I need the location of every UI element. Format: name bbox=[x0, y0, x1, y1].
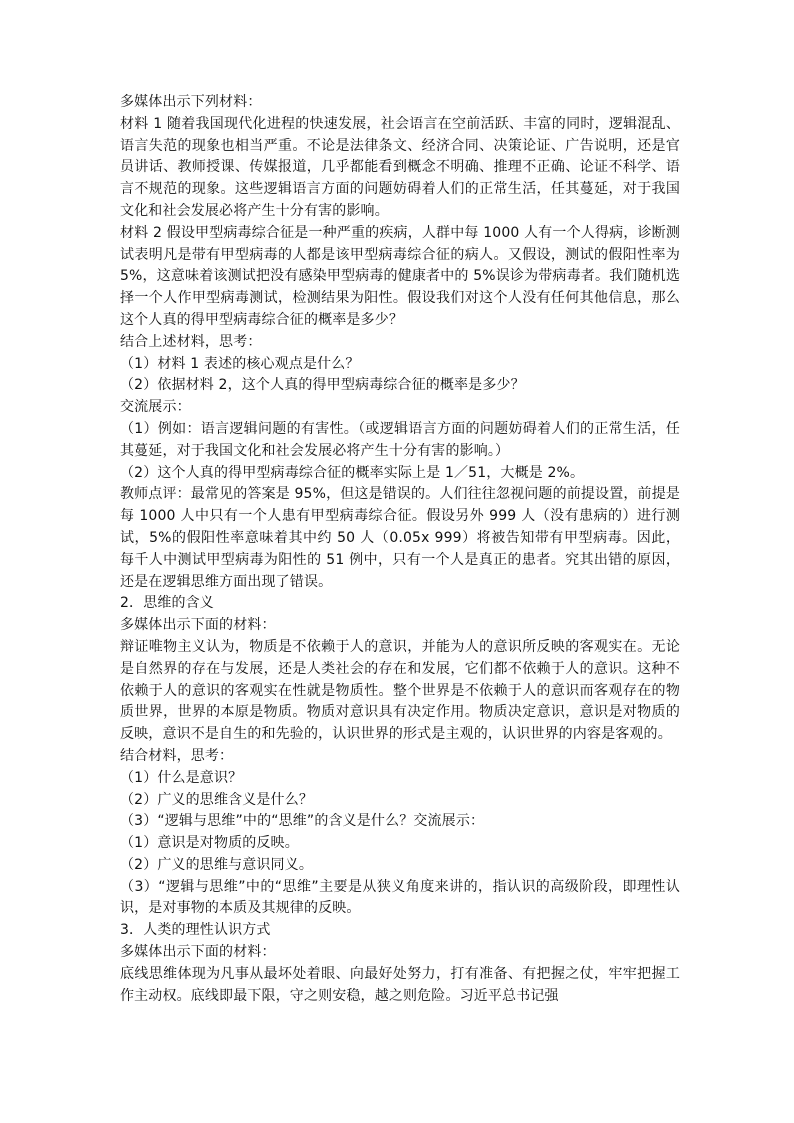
paragraph: （1）材料 1 表述的核心观点是什么？ bbox=[120, 355, 360, 372]
paragraph: 结合上述材料，思考： bbox=[120, 333, 262, 350]
document-body bbox=[120, 92, 680, 1007]
paragraph: 辩证唯物主义认为，物质是不依赖于人的意识，并能为人的意识所反映的客观实在。无论是自然界的存在与发展，还是人类社会的存在和发展，它们都不依赖于人的意识。这种不依赖于人的意识的客观实在性就是物质性。整个世界是不依赖于人的意识而客观存在的物质世界，世界的本原是物质。物质对意识具有决定作用。物质决定意识，意识是对物质的反映，意识不是自生的和先验的，认识世界的形式是主观的，认识世界的内容是客观的。 bbox=[120, 638, 680, 743]
paragraph: （2）这个人真的得甲型病毒综合征的概率实际上是 1／51，大概是 2%。 bbox=[120, 464, 585, 481]
paragraph: 教师点评：最常见的答案是 95%，但这是错误的。人们往往忽视问题的前提设置，前提是 每 1000 人中只有一个人患有甲型病毒综合征。假设另外 999 人（没有患病的）进行测试，5%的假阳性率意味着其中约 50 人（0.05x 999）将被告知带有甲型病毒。因此，每千人中测试甲型病毒为阳性的 51 例中，只有一个人是真正的患者。究其出错的原因，还是在逻辑思维方面出现了错误。 bbox=[120, 486, 680, 590]
paragraph: 多媒体出示下面的材料： bbox=[120, 944, 276, 961]
paragraph: 结合材料，思考： bbox=[120, 747, 234, 764]
paragraph: 材料 1 随着我国现代化进程的快速发展，社会语言在空前活跃、丰富的同时，逻辑混乱、语言失范的现象也相当严重。不论是法律条文、经济合同、决策论证、广告说明，还是官员讲话、教师授课、传媒报道，几乎都能看到概念不明确、推理不正确、论证不科学、语言不规范的现象。这些逻辑语言方面的问题妨碍着人们的正常生活，任其蔓延，对于我国文化和社会发展必将产生十分有害的影响。 bbox=[120, 115, 680, 219]
paragraph: 材料 2 假设甲型病毒综合征是一种严重的疾病，人群中每 1000 人有一个人得病，诊断测试表明凡是带有甲型病毒的人都是该甲型病毒综合征的病人。又假设，测试的假阳性率为 5%，这意味着该测试把没有感染甲型病毒的健康者中的 5%误诊为带病毒者。我们随机选择一个人作甲型病毒测试，检测结果为阳性。假设我们对这个人没有任何其他信息，那么这个人真的得甲型病毒综合征的概率是多少？ bbox=[120, 224, 680, 328]
paragraph: （1）意识是对物质的反映。 bbox=[120, 835, 299, 852]
paragraph: （2）广义的思维与意识同义。 bbox=[120, 856, 314, 873]
paragraph: 多媒体出示下列材料： bbox=[120, 94, 262, 110]
paragraph: 交流展示： bbox=[120, 399, 191, 416]
section-heading: 2．思维的含义 bbox=[120, 595, 214, 612]
paragraph: （2）广义的思维含义是什么？ bbox=[120, 791, 314, 808]
paragraph: （1）例如：语言逻辑问题的有害性。（或逻辑语言方面的问题妨碍着人们的正常生活，任其蔓延，对于我国文化和社会发展必将产生十分有害的影响。） bbox=[120, 420, 680, 459]
paragraph: （2）依据材料 2，这个人真的得甲型病毒综合征的概率是多少？ bbox=[120, 377, 525, 394]
section-heading: 3．人类的理性认识方式 bbox=[120, 922, 271, 939]
paragraph: 底线思维体现为凡事从最坏处着眼、向最好处努力，打有准备、有把握之仗，牢牢把握工作主动权。底线即最下限，守之则安稳，越之则危险。习近平总书记强 bbox=[120, 965, 680, 1004]
paragraph: （3）“逻辑与思维”中的“思维”的含义是什么？交流展示： bbox=[120, 813, 485, 830]
paragraph: （3）“逻辑与思维”中的“思维”主要是从狭义角度来讲的，指认识的高级阶段，即理性认识，是对事物的本质及其规律的反映。 bbox=[120, 878, 680, 917]
paragraph: （1）什么是意识？ bbox=[120, 769, 243, 786]
paragraph: 多媒体出示下面的材料： bbox=[120, 617, 276, 634]
